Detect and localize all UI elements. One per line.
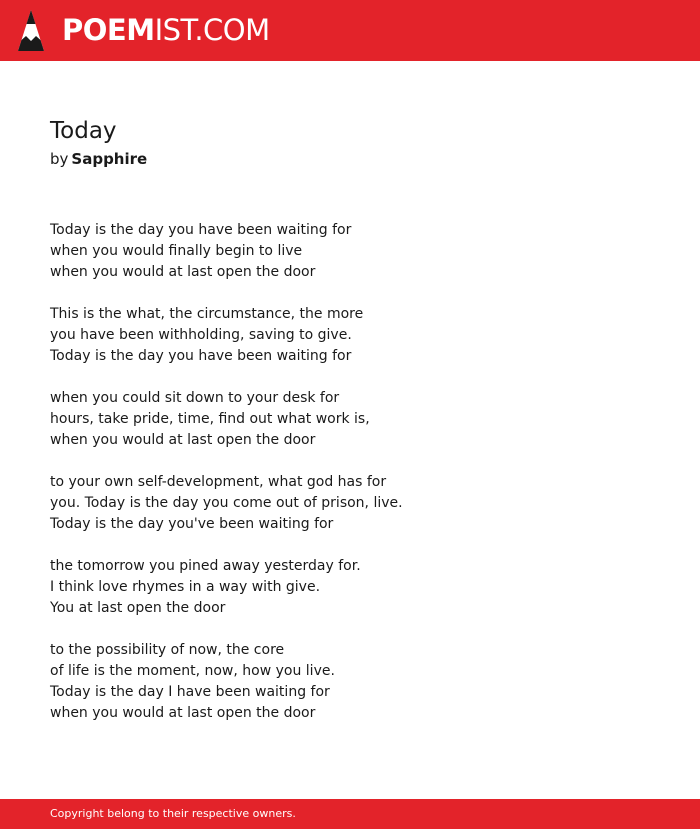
stanza xyxy=(50,472,650,535)
poem-byline xyxy=(50,148,650,170)
stanza xyxy=(50,220,650,283)
poem-line: You at last open the door xyxy=(50,600,226,616)
poem-line: when you would finally begin to live xyxy=(50,243,303,259)
poem-line: Today is the day I have been waiting for xyxy=(50,684,330,700)
poem-line: you have been withholding, saving to give. xyxy=(50,327,352,343)
stanza xyxy=(50,640,650,724)
logo-brand-bold: POEM xyxy=(62,13,155,47)
poem-line: when you would at last open the door xyxy=(50,432,316,448)
site-footer xyxy=(0,799,700,829)
poem-line: Today is the day you've been waiting for xyxy=(50,516,334,532)
poem-title: Today xyxy=(50,118,117,144)
poem-line: Today is the day you have been waiting for xyxy=(50,222,352,238)
poem-line: the tomorrow you pined away yesterday for. xyxy=(50,558,361,574)
poem-line: hours, take pride, time, find out what work is, xyxy=(50,411,370,427)
poem-line: to the possibility of now, the core xyxy=(50,642,285,658)
poem-line: when you would at last open the door xyxy=(50,264,316,280)
poem-line: of life is the moment, now, how you live. xyxy=(50,663,335,679)
site-header xyxy=(0,0,700,61)
poem-author: Sapphire xyxy=(71,150,148,168)
poem-line: Today is the day you have been waiting for xyxy=(50,348,352,364)
by-label: by xyxy=(50,150,69,168)
copyright-notice: Copyright belong to their respective owners. xyxy=(50,807,296,820)
poem-line: This is the what, the circumstance, the more xyxy=(50,306,364,322)
poem-line: you. Today is the day you come out of prison, live. xyxy=(50,495,403,511)
poem-line: I think love rhymes in a way with give. xyxy=(50,579,321,595)
pencil-icon[interactable] xyxy=(18,10,44,51)
stanza xyxy=(50,388,650,451)
stanza xyxy=(50,304,650,367)
poem-line: when you could sit down to your desk for xyxy=(50,390,340,406)
stanza xyxy=(50,556,650,619)
poem-content xyxy=(50,114,650,745)
logo-brand-light: IST.COM xyxy=(154,13,270,47)
poem-body xyxy=(50,220,650,724)
poem-line: to your own self-development, what god has for xyxy=(50,474,387,490)
poem-line: when you would at last open the door xyxy=(50,705,316,721)
site-logo[interactable] xyxy=(62,12,270,48)
